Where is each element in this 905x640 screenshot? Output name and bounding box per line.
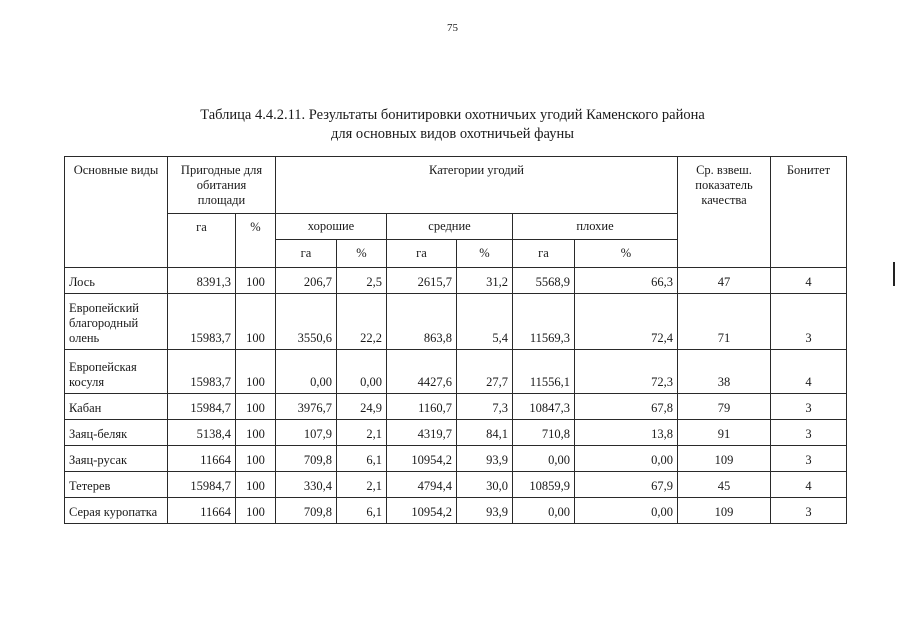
header-medium-pct: % xyxy=(457,240,513,268)
poor-ha: 10847,3 xyxy=(513,394,575,420)
area-ha: 5138,4 xyxy=(168,420,236,446)
area-ha: 11664 xyxy=(168,446,236,472)
header-medium: средние xyxy=(387,214,513,240)
header-poor: плохие xyxy=(513,214,678,240)
header-species: Основные виды xyxy=(65,157,168,268)
bonitet: 3 xyxy=(771,394,847,420)
avg-indicator: 71 xyxy=(678,294,771,350)
title-line-2: для основных видов охотничьей фауны xyxy=(331,126,574,142)
bonitet: 4 xyxy=(771,472,847,498)
medium-pct: 30,0 xyxy=(457,472,513,498)
table-row xyxy=(65,350,847,394)
table-row xyxy=(65,446,847,472)
medium-ha: 2615,7 xyxy=(387,268,457,294)
poor-pct: 0,00 xyxy=(575,446,678,472)
medium-ha: 4794,4 xyxy=(387,472,457,498)
bonitet: 4 xyxy=(771,268,847,294)
good-ha: 709,8 xyxy=(276,446,337,472)
header-bonitet: Бонитет xyxy=(771,157,847,268)
header-poor-ha: га xyxy=(513,240,575,268)
medium-ha: 4319,7 xyxy=(387,420,457,446)
area-ha: 15984,7 xyxy=(168,394,236,420)
avg-indicator: 109 xyxy=(678,498,771,524)
poor-ha: 0,00 xyxy=(513,498,575,524)
area-ha: 15983,7 xyxy=(168,350,236,394)
species-name: Европейская косуля xyxy=(65,350,168,394)
table-row xyxy=(65,268,847,294)
good-pct: 22,2 xyxy=(337,294,387,350)
medium-ha: 10954,2 xyxy=(387,498,457,524)
area-pct: 100 xyxy=(236,498,276,524)
header-suitable-area: Пригодные для обитания площади xyxy=(168,157,276,214)
bonitet: 3 xyxy=(771,498,847,524)
area-pct: 100 xyxy=(236,350,276,394)
good-ha: 206,7 xyxy=(276,268,337,294)
table-row xyxy=(65,294,847,350)
medium-pct: 5,4 xyxy=(457,294,513,350)
good-ha: 3976,7 xyxy=(276,394,337,420)
header-avg-indicator: Ср. взвеш. показатель качества xyxy=(678,157,771,268)
header-categories: Категории угодий xyxy=(276,157,678,214)
bonitet: 3 xyxy=(771,420,847,446)
bonitet: 3 xyxy=(771,294,847,350)
poor-ha: 11556,1 xyxy=(513,350,575,394)
header-area-ha: га xyxy=(168,214,236,268)
area-ha: 15983,7 xyxy=(168,294,236,350)
medium-ha: 4427,6 xyxy=(387,350,457,394)
species-name: Европейский благородный олень xyxy=(65,294,168,350)
good-pct: 24,9 xyxy=(337,394,387,420)
area-pct: 100 xyxy=(236,268,276,294)
page-number: 75 xyxy=(447,22,458,34)
good-pct: 6,1 xyxy=(337,498,387,524)
table-title xyxy=(0,106,905,144)
good-ha: 107,9 xyxy=(276,420,337,446)
medium-ha: 1160,7 xyxy=(387,394,457,420)
area-pct: 100 xyxy=(236,446,276,472)
species-name: Серая куропатка xyxy=(65,498,168,524)
margin-mark xyxy=(893,262,895,286)
good-pct: 2,1 xyxy=(337,472,387,498)
medium-pct: 31,2 xyxy=(457,268,513,294)
header-poor-pct: % xyxy=(575,240,678,268)
poor-pct: 67,9 xyxy=(575,472,678,498)
poor-ha: 710,8 xyxy=(513,420,575,446)
avg-indicator: 109 xyxy=(678,446,771,472)
area-pct: 100 xyxy=(236,294,276,350)
area-pct: 100 xyxy=(236,394,276,420)
table-row xyxy=(65,420,847,446)
poor-pct: 72,3 xyxy=(575,350,678,394)
poor-ha: 10859,9 xyxy=(513,472,575,498)
good-ha: 0,00 xyxy=(276,350,337,394)
avg-indicator: 45 xyxy=(678,472,771,498)
poor-pct: 13,8 xyxy=(575,420,678,446)
avg-indicator: 91 xyxy=(678,420,771,446)
poor-pct: 67,8 xyxy=(575,394,678,420)
good-ha: 709,8 xyxy=(276,498,337,524)
medium-pct: 93,9 xyxy=(457,498,513,524)
good-ha: 330,4 xyxy=(276,472,337,498)
avg-indicator: 79 xyxy=(678,394,771,420)
good-pct: 2,1 xyxy=(337,420,387,446)
header-row-1 xyxy=(65,157,847,214)
species-name: Тетерев xyxy=(65,472,168,498)
results-table xyxy=(64,156,847,524)
avg-indicator: 38 xyxy=(678,350,771,394)
medium-pct: 7,3 xyxy=(457,394,513,420)
medium-ha: 10954,2 xyxy=(387,446,457,472)
species-name: Кабан xyxy=(65,394,168,420)
medium-pct: 93,9 xyxy=(457,446,513,472)
header-area-pct: % xyxy=(236,214,276,268)
area-pct: 100 xyxy=(236,472,276,498)
poor-ha: 5568,9 xyxy=(513,268,575,294)
header-good-pct: % xyxy=(337,240,387,268)
bonitet: 3 xyxy=(771,446,847,472)
table-row xyxy=(65,472,847,498)
area-ha: 11664 xyxy=(168,498,236,524)
medium-pct: 84,1 xyxy=(457,420,513,446)
area-ha: 15984,7 xyxy=(168,472,236,498)
medium-ha: 863,8 xyxy=(387,294,457,350)
header-good: хорошие xyxy=(276,214,387,240)
avg-indicator: 47 xyxy=(678,268,771,294)
header-medium-ha: га xyxy=(387,240,457,268)
poor-pct: 0,00 xyxy=(575,498,678,524)
title-line-1: Таблица 4.4.2.11. Результаты бонитировки охотничьих угодий Каменского района xyxy=(200,107,705,123)
poor-ha: 11569,3 xyxy=(513,294,575,350)
species-name: Заяц-беляк xyxy=(65,420,168,446)
table-row xyxy=(65,498,847,524)
medium-pct: 27,7 xyxy=(457,350,513,394)
species-name: Заяц-русак xyxy=(65,446,168,472)
good-ha: 3550,6 xyxy=(276,294,337,350)
good-pct: 2,5 xyxy=(337,268,387,294)
area-pct: 100 xyxy=(236,420,276,446)
header-good-ha: га xyxy=(276,240,337,268)
area-ha: 8391,3 xyxy=(168,268,236,294)
good-pct: 0,00 xyxy=(337,350,387,394)
good-pct: 6,1 xyxy=(337,446,387,472)
table-row xyxy=(65,394,847,420)
poor-ha: 0,00 xyxy=(513,446,575,472)
poor-pct: 72,4 xyxy=(575,294,678,350)
bonitet: 4 xyxy=(771,350,847,394)
poor-pct: 66,3 xyxy=(575,268,678,294)
species-name: Лось xyxy=(65,268,168,294)
